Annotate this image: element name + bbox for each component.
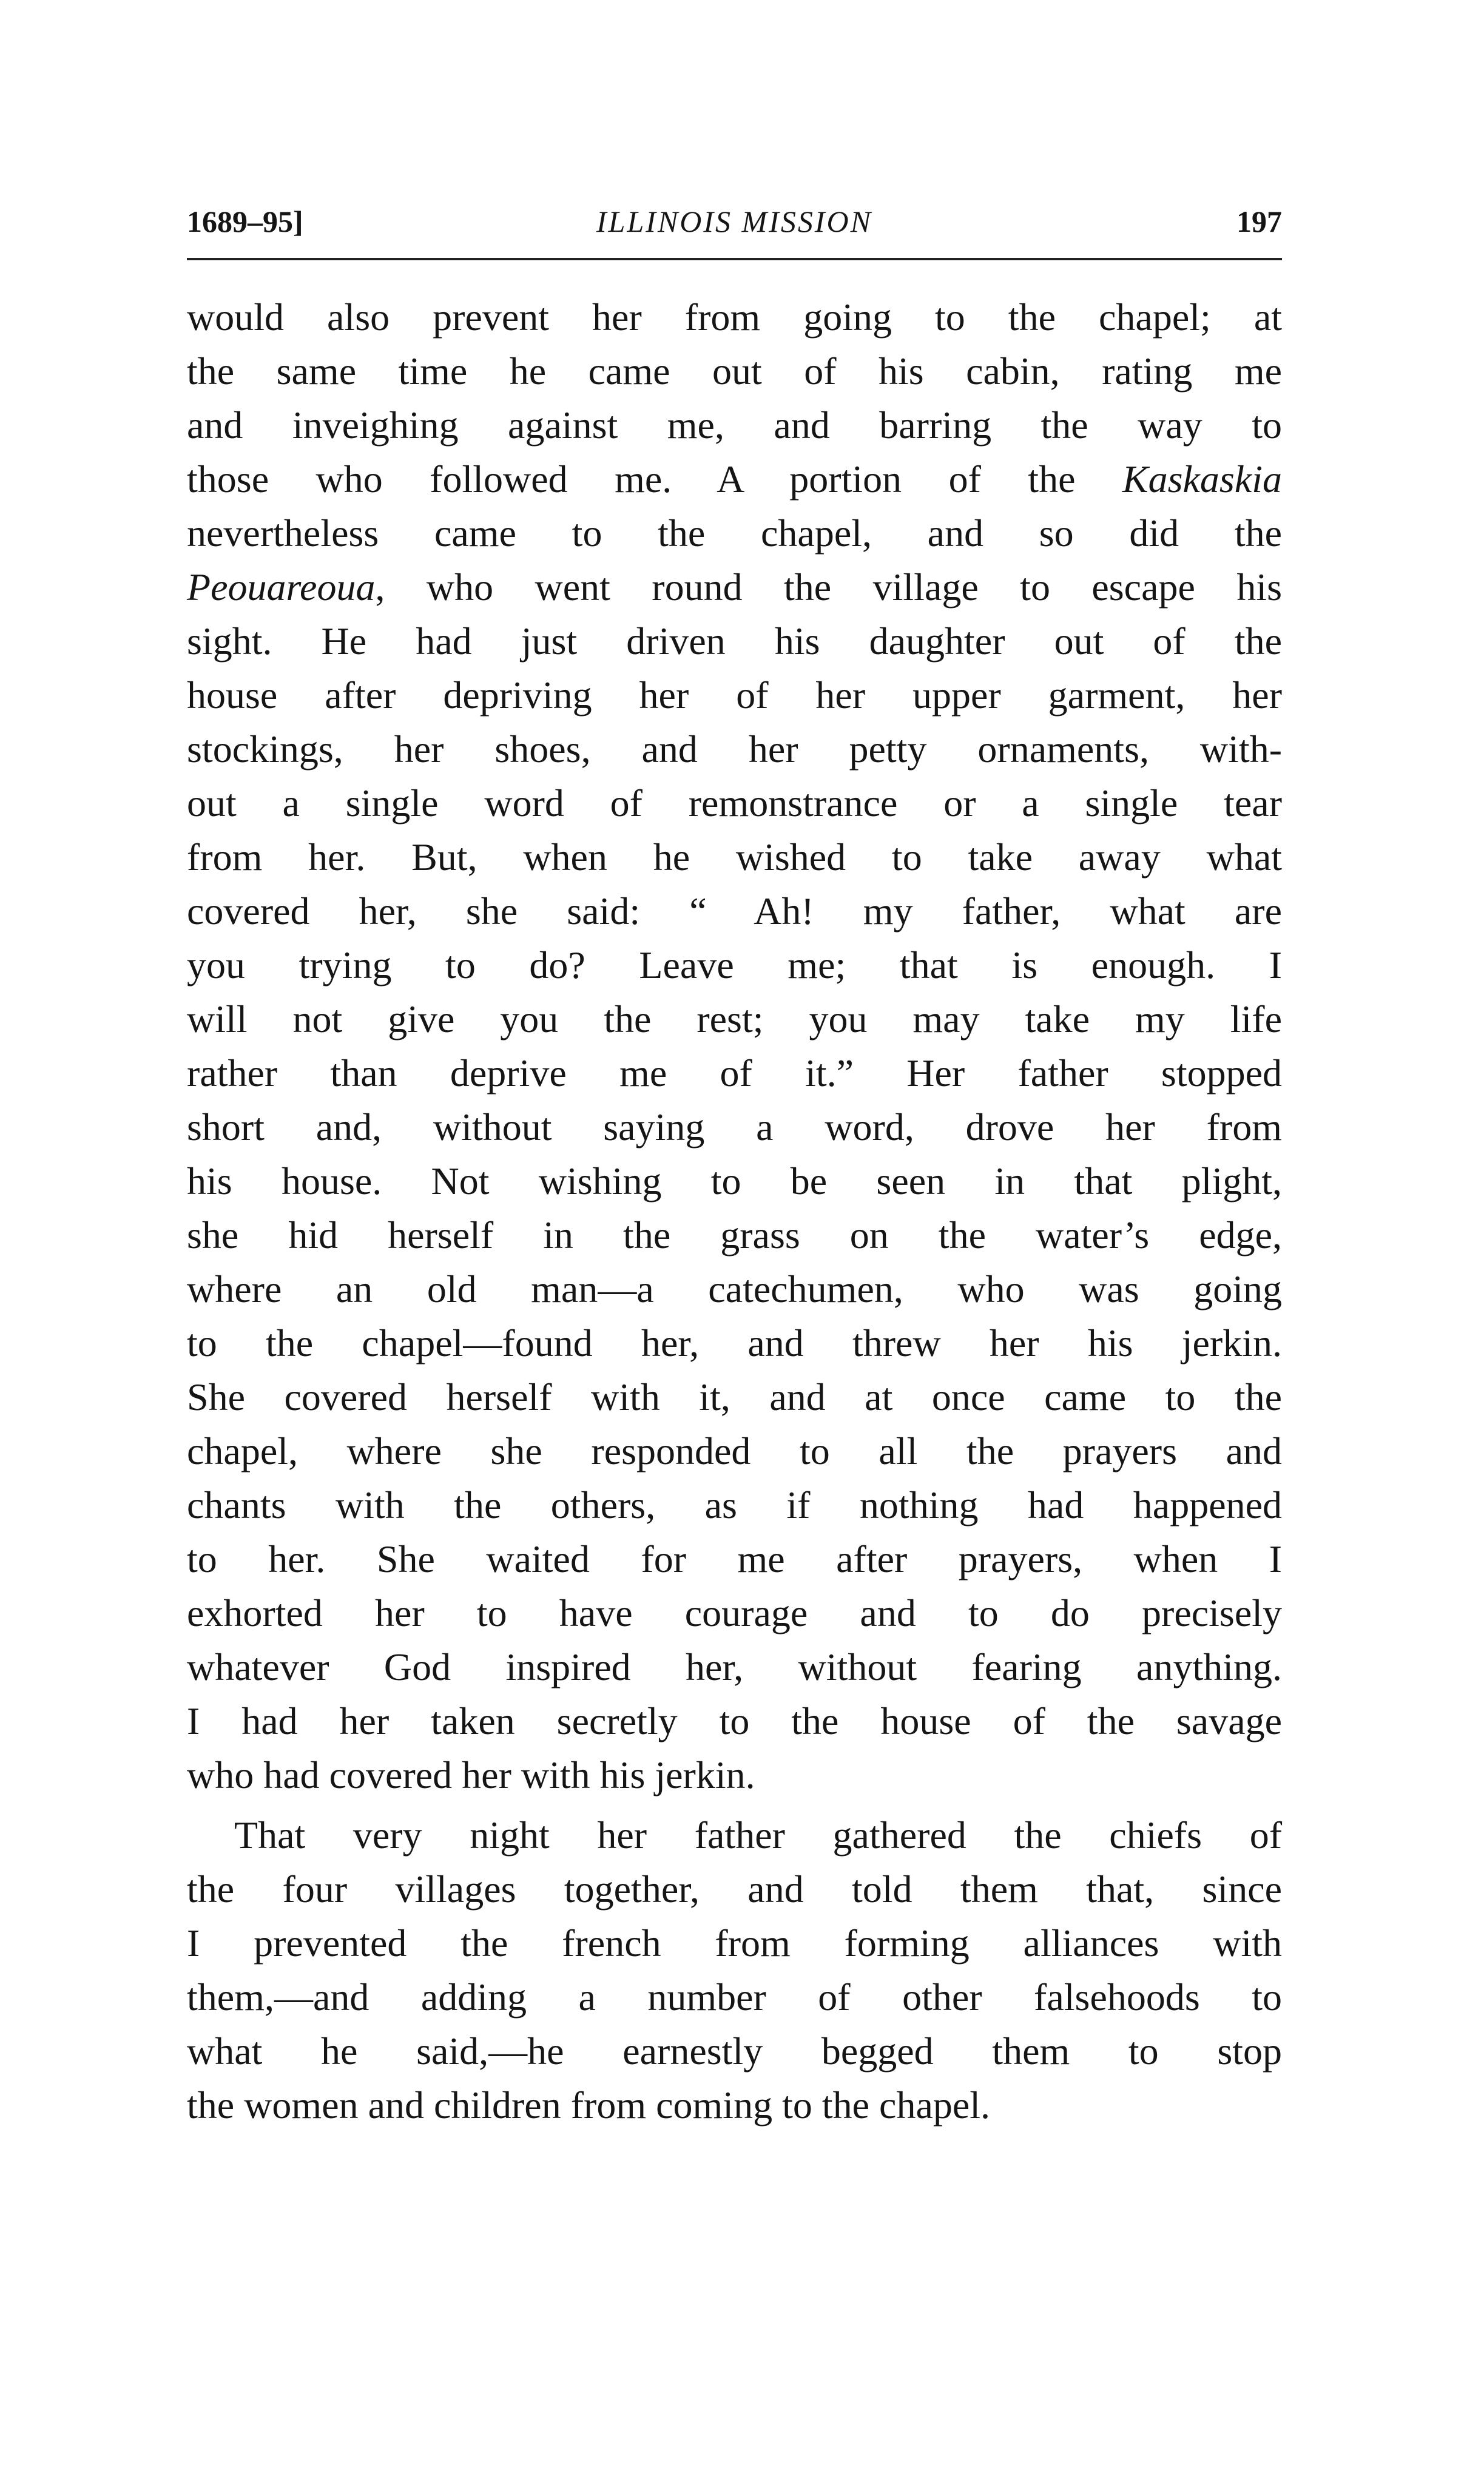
text-line: to the chapel—found her, and threw her his jerkin. bbox=[187, 1321, 1282, 1364]
text-line: She covered herself with it, and at once came to the bbox=[187, 1375, 1282, 1418]
text-line: chants with the others, as if nothing had happened bbox=[187, 1483, 1282, 1526]
text-line: stockings, her shoes, and her petty ornaments, with- bbox=[187, 727, 1282, 771]
text-line: chapel, where she responded to all the prayers and bbox=[187, 1429, 1282, 1472]
text-line: nevertheless came to the chapel, and so did the bbox=[187, 511, 1282, 555]
text-line: the four villages together, and told them that, since bbox=[187, 1867, 1282, 1911]
text-line: will not give you the rest; you may take my life bbox=[187, 997, 1282, 1041]
header-years: 1689–95] bbox=[187, 204, 303, 238]
header-rule bbox=[187, 258, 1282, 260]
text-line: his house. Not wishing to be seen in that plight, bbox=[187, 1159, 1282, 1203]
text-line: the same time he came out of his cabin, rating me bbox=[187, 349, 1282, 393]
text-line: sight. He had just driven his daughter out of the bbox=[187, 619, 1282, 663]
text-line: I had her taken secretly to the house of the savage bbox=[187, 1699, 1282, 1742]
text-line: That very night her father gathered the chiefs of bbox=[234, 1813, 1282, 1857]
text-line: from her. But, when he wished to take away what bbox=[187, 835, 1282, 879]
text-line: out a single word of remonstrance or a single tear bbox=[187, 781, 1282, 825]
text-line: she hid herself in the grass on the water’s edge, bbox=[187, 1213, 1282, 1257]
text-line: house after depriving her of her upper garment, her bbox=[187, 673, 1282, 717]
text-line: rather than deprive me of it.” Her father stopped bbox=[187, 1051, 1282, 1095]
text-line: who had covered her with his jerkin. bbox=[187, 1753, 755, 1796]
text-line: short and, without saying a word, drove her from bbox=[187, 1105, 1282, 1149]
header-title: ILLINOIS MISSION bbox=[596, 204, 872, 238]
paragraph bbox=[187, 290, 1282, 1802]
text-line: and inveighing against me, and barring the way to bbox=[187, 403, 1282, 447]
text-line: would also prevent her from going to the chapel; at bbox=[187, 295, 1282, 339]
text-line: covered her, she said: “ Ah! my father, what are bbox=[187, 889, 1282, 933]
text-line: to her. She waited for me after prayers, when I bbox=[187, 1537, 1282, 1580]
page-number: 197 bbox=[1236, 204, 1282, 238]
text-line: you trying to do? Leave me; that is enough. I bbox=[187, 943, 1282, 987]
text-line: where an old man—a catechumen, who was going bbox=[187, 1267, 1282, 1311]
text-line: whatever God inspired her, without fearing anything. bbox=[187, 1645, 1282, 1688]
paragraph bbox=[187, 1808, 1282, 2132]
page-body bbox=[187, 290, 1282, 2132]
text-line: exhorted her to have courage and to do precisely bbox=[187, 1591, 1282, 1634]
text-line: I prevented the french from forming alliances with bbox=[187, 1921, 1282, 1965]
paragraph-gap bbox=[187, 1802, 1282, 1808]
text-line: what he said,—he earnestly begged them to stop bbox=[187, 2029, 1282, 2073]
running-header bbox=[187, 200, 1282, 243]
text-line: Peouareoua, who went round the village to escape his bbox=[187, 565, 1282, 609]
text-line: the women and children from coming to the chapel. bbox=[187, 2083, 991, 2127]
text-line: them,—and adding a number of other falsehoods to bbox=[187, 1975, 1282, 2019]
text-line: those who followed me. A portion of the Kaskaskia bbox=[187, 457, 1282, 501]
